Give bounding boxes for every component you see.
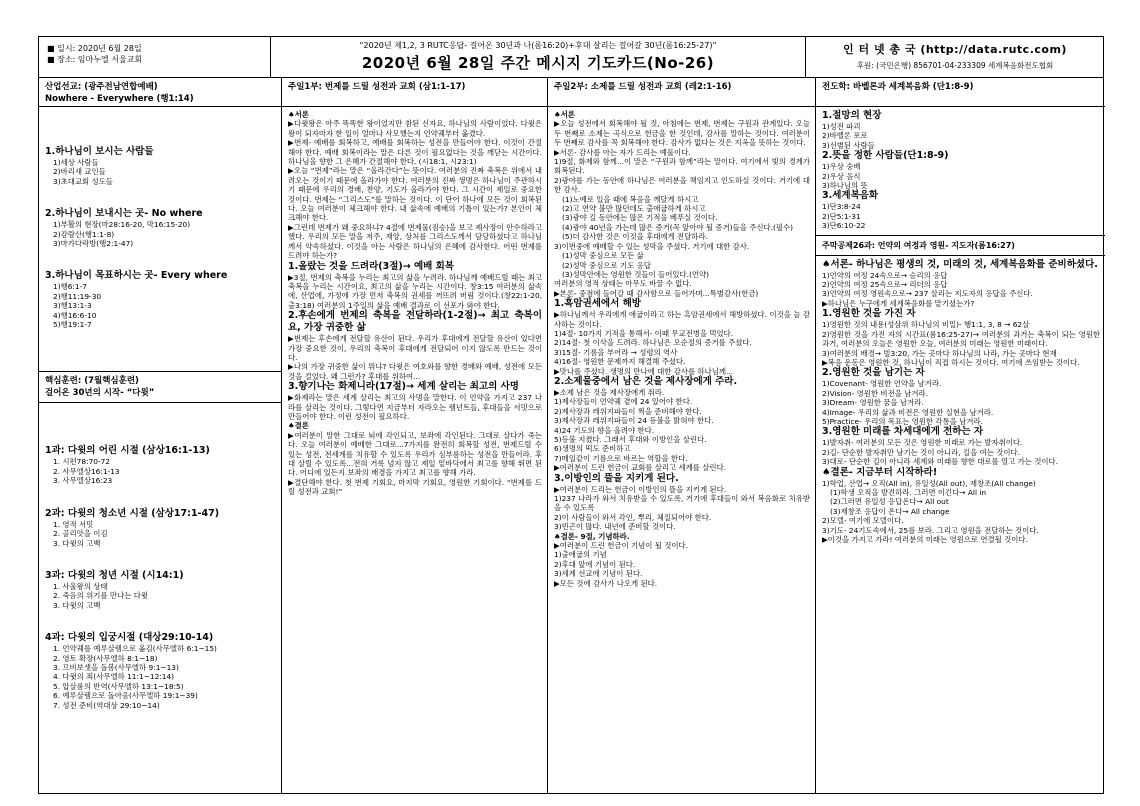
column-4-body (816, 107, 1105, 544)
body-line: 3)Dream- 영원한 꿈을 남겨라. (822, 398, 924, 408)
body-line: 2)이 사람들이 와서 각인, 뿌리, 체질되어야 한다. (554, 512, 712, 522)
list-item: 4)행16:6-10 (53, 310, 97, 320)
body-line: 4)24 기도의 향을 올려야 한다. (554, 425, 655, 435)
site-url[interactable]: 인 터 넷 총 국 (http://data.rutc.com) (843, 43, 1067, 56)
body-line: (1)노예로 있을 때에 복음을 깨달게 하시고 (562, 194, 699, 204)
body-line: 6)생명의 떡도 준비하고 (554, 444, 631, 454)
page-title: 2020년 6월 28일 주간 메시지 기도카드(No-26) (361, 54, 715, 72)
body-line: ▶여러분이 드리는 헌금이 이방인의 뜰을 지키게 된다. (554, 484, 727, 494)
column-1-title: 산업선교: (광주전남연합예배) (45, 82, 158, 92)
list-item: 6. 예루살렘으로 돌아옴(사무엘하 19:1~39) (53, 691, 198, 701)
column-3-header: 주일2부: 소제를 드릴 성전과 교회 (레2:1-16) (548, 77, 815, 107)
list-item: 3. 다윗의 고백 (53, 538, 101, 548)
body-line: (3)성막안에는 영원한 것들이 들어있다.(언약) (562, 269, 710, 279)
body-line: (5)더 감사한 것은 이것을 후대에게 전달하라. (562, 232, 708, 242)
list-item: 1. 언약궤를 예루살렘으로 옮김(사무엘하 6:1~15) (53, 644, 217, 654)
lesson-list (45, 457, 276, 485)
body-line: ▶번제- 예배를 회복하고, 예배를 회복하는 성전을 만들어야 한다. 이것이 간절해야 한다. 예배 회복이라는 말은 다른 것이 필요없다는 것을 깨닫는 시간이다. 하나님을 향한 그 은혜가 간절해야 한다. (시18:1, 시23:1) (288, 138, 542, 167)
column-2-header: 주일1부: 번제를 드릴 성전과 교회 (삼1:1-17) (282, 77, 547, 107)
body-line: 1)4절- 10가지 기적을 통해서- 이때 무교전병을 먹었다. (554, 328, 734, 338)
core-training-subtitle: 걸어온 30년의 시작- “다윗” (45, 388, 155, 399)
list-item: 2)바리새 교인들 (53, 167, 106, 177)
body-line: 1)출애굽의 기념 (554, 550, 607, 560)
column-1 (39, 77, 282, 793)
body-line: 7)메일같이 기름으로 바르는 역할을 한다. (554, 453, 688, 463)
body-line: ▶여러분이 말한 그대로 뇌에 각인되고, 보좌에 각인된다. 그대로 살다가 죽는다. 오늘 여러분이 예배한 그대로...7가지를 완전히 회복할 성전, 번제드릴 수 있는 성전, 전세계를 치유할 수 있도록 우리가 심부름하는 성전을 만들어라. 후대 살릴 수 있도록...전혀 거룩 넘지 않고 제일 밑바닥에서 최고를 향해 뛰면 된다. 어디에 있든지 보좌의 배경을 가지고 최고를 향해 가라. (288, 430, 542, 478)
sponsor-info: 후원: (국민은행) 856701-04-233309 세계복음화전도협회 (856, 61, 1054, 70)
body-line: 1)발자취- 여러분의 모든 것은 영원한 미래로 가는 발자취이다. (822, 438, 1023, 448)
body-line: ▶맛나를 주셨다. 생명의 만나에 대한 감사를 하나님께... (554, 366, 734, 376)
body-line: ▶오늘 성전에서 회복해야 될 것, 아침에는 번제, 번제는 구원과 관계있다. 오늘 두 번째로 소제는 곡식으로 헌금을 한 것인데, 감사를 말하는 것이다. 여러분이 두 번째로 감사를 꼭 회복해야 한다. 감사가 없다는 것은 지옥을 뜻하는 것이다. (554, 119, 810, 148)
lesson-list (45, 582, 276, 610)
body-line: 1)성전 파괴 (822, 122, 861, 131)
lesson-title: 1과: 다윗의 어린 시절 (삼상16:1-13) (45, 445, 210, 457)
body-line: 1)학업, 산업→ 오직(All in), 유일성(All out), 재창조(All change) (822, 478, 1036, 488)
section-heading: 1.영원한 것을 가진 자 (822, 308, 916, 320)
list-item: 1)부활의 현장(마28:16-20, 막16:15-20) (53, 220, 191, 230)
body-line: 4)Image- 우리의 삶과 비전은 영원한 실현을 남겨라. (822, 407, 994, 417)
column-4 (816, 77, 1105, 793)
body-line: 3)빈곤이 많다. 내년에 준비할 것이다. (554, 522, 676, 532)
column-2 (282, 77, 548, 793)
section-heading: 3.이방인의 뜰을 지키게 된다. (554, 472, 679, 484)
header-site-block (805, 37, 1105, 77)
list-item: 1)행6:1-7 (53, 282, 87, 292)
body-line: 2)단5:1-31 (822, 211, 861, 221)
body-line: ▶여러분이 드린 헌금이 교회를 살리고 세계를 살린다. (554, 463, 727, 473)
body-line: ▶나의 가장 귀중한 삶이 뭐냐? 다윗은 여호와를 향한 경배와 예배, 성전에 모든 것을 걸었다. 왜 그런가? 후대를 위하여... (288, 362, 542, 381)
body-line: 1)Covenant- 영원한 언약을 남겨라. (822, 379, 942, 389)
body-line: 3)이번중에 예배할 수 있는 성막을 주셨다. 거기에 대한 감사. (554, 241, 750, 251)
section-title: 3.하나님이 목표하시는 곳- Every where (45, 270, 228, 282)
body-line: 5)등불 지켰다. 그래서 후대와 이방인을 살린다. (554, 435, 707, 444)
list-item: 3)마가다락방(행2:1-47) (53, 239, 134, 249)
section-marker: ♠서론 (288, 110, 309, 119)
prayer-card (38, 36, 1104, 794)
list-item: 2)행11:19-30 (53, 291, 102, 301)
list-item: 1. 사울왕의 상태 (53, 581, 108, 591)
section-marker: ♠서론 (554, 110, 575, 119)
list-item: 3. 므비보셋을 돌봄(사무엘하 9:1~13) (53, 662, 179, 672)
section-heading: 2.영원한 것을 남기는 자 (822, 367, 925, 379)
body-line: 2)제사장과 레위지파들이 찍을 준비해야 한다. (554, 406, 702, 416)
column-1-body (39, 107, 281, 710)
section-heading: ♠서론- 하나님은 평생의 것, 미래의 것, 세계복음화를 준비하셨다. (822, 258, 1098, 270)
body-line: 2)14절- 첫 이삭을 드려라. 하나님은 오순절의 증거를 주셨다. (554, 338, 752, 348)
list-item: 3. 다윗의 고백 (53, 600, 101, 610)
body-line: 3)세계 선교에 기념이 된다. (554, 569, 643, 579)
body-line: ▶모든 것에 감사가 나오게 된다. (554, 578, 658, 588)
body-line: ▶3절, 번제의 축복을 누리는 최고의 삶을 누려라. 하나님께 예배드릴 때는 최고 축복을 누리는 시간이요, 최고의 삶을 누리는 시간이다. 창3:15 여러분의 삶속에, 산업에, 가정에 가장 먼저 축복의 권세를 꺼뜨려 버림 것이다.(창22:1-20, 출3:18) 여러분의 1주일의 삶을 예배 결과로 이 선포가 와야 한다. (288, 272, 542, 310)
section-heading: 1.절망의 현장 (822, 110, 882, 121)
body-line: ▶이것을 가지고 가라! 여러분의 미래는 영원으로 연결될 것이다. (822, 535, 1028, 544)
body-line: 1)언약의 여정 24속으로→ 승리의 응답 (822, 270, 948, 280)
lesson-list (45, 520, 276, 548)
list-item: 3)초대교회 성도들 (53, 176, 113, 186)
body-line: 4)16절- 영원한 문제까지 해결해 주셨다. (554, 357, 686, 367)
section-heading: 2.후손에게 번제의 축복을 전달하라(1-2절)→ 최고 축복이요, 가장 귀중한 삶 (288, 310, 542, 334)
section-title: 2.하나님이 보내시는 곳- No where (45, 208, 203, 220)
body-line: 2)바벨론 포로 (822, 131, 868, 141)
list-item: 2. 영토 확장(사무엘하 8:1~18) (53, 653, 158, 663)
body-line: (2)고 연약 불만 많던데도 출애굽하게 하시고 (562, 204, 706, 214)
section-marker: ♠결론 (288, 421, 309, 431)
list-item: 5. 압살롬의 반역(사무엘하 13:1~18:5) (53, 681, 184, 691)
body-line: 3)언약의 여정 영원속으로→ 237 살리는 지도자의 응답을 주신다. (822, 289, 1033, 299)
section-heading: ♠결론- 지금부터 시작하라! (822, 466, 938, 478)
section-heading: 2.뜻을 정한 사람들(단1:8-9) (822, 150, 949, 162)
body-line: 2)언약의 여정 25속으로→ 리더의 응답 (822, 280, 948, 290)
list-item: 2)감람산(행1:1-8) (53, 229, 115, 239)
section-heading: 1.올랐는 것을 드려라(3절)→ 예배 회복 (288, 260, 455, 272)
body-line: 3)제사장과 레위지파들이 24 등불을 밝혀야 한다. (554, 416, 714, 426)
body-line: ▶서론- 감사를 아는 자가 드리는 예물이다. (554, 147, 691, 157)
body-line: 1)제사장들이 언약궤 곁에 24 있어야 한다. (554, 397, 693, 407)
body-line: 1)단3:8-24 (822, 202, 861, 212)
header-subtitle: “2020년 제1,2, 3 RUTC응답- 걸어온 30년과 나(롬16:20)+후대 살리는 걸어갈 30년(롬16:25-27)” (359, 41, 717, 50)
body-line: 여러분의 영적 상태는 아무도 바꿀 수 없다. (554, 279, 692, 289)
body-line: 3)단6:10-22 (822, 221, 866, 231)
list-item: 1. 시편78:70-72 (53, 457, 111, 467)
body-line: ▶화제라는 말은 세계 살리는 최고의 사명을 말한다. 이 언약을 가지고 237 나라를 살리는 것이다. 그렇다면 지금부터 자라오는 렘넌트들, 후대들을 서밋으로 만들어야 한다. 이런 성전이 필요하다. (288, 393, 542, 421)
body-line: (1)학생 오직을 발견하라. 그러면 이긴다→ All in (830, 487, 987, 497)
header (39, 37, 1103, 78)
column-3 (548, 77, 816, 793)
body-line: 2)우상 음식 (822, 171, 861, 181)
section-list (45, 220, 276, 248)
body-line: ▶하나님은 누구에게 세계복음화를 맡기셨는가? (822, 298, 975, 308)
section-list (45, 158, 276, 186)
core-training-title: 핵심훈련: (7월핵심훈련) (45, 376, 139, 387)
body-line: ▶하나님께서 우리에게 애굽이라고 하는 흑암권세에서 해방하셨다. 이것을 늘 감사하는 것이다. (554, 310, 810, 329)
body-line: 5)Practice- 우리의 목표는 영원한 각통을 남겨라. (822, 416, 983, 426)
column-4-box: 주막공제26과: 언약의 여정과 영원- 지도자(롬16:27) (816, 235, 1105, 256)
lesson-title: 4과: 다윗의 입궁시절 (대상29:10-14) (45, 632, 214, 644)
column-4-header: 전도학: 바벨론과 세계복음화 (단1:8-9) (816, 77, 1105, 107)
list-item: 4. 다윗의 죄(사무엘하 11:1~12:14) (53, 672, 175, 682)
body-line: 2)광야를 가는 동안에 하나님은 여러분을 책임지고 인도하실 것이다. 거기에 대한 감사. (554, 175, 810, 195)
body-line: 2)길- 단순한 발자취만 남기는 것이 아니라, 길을 여는 것이다. (822, 447, 1020, 457)
body-line: (2)성막 중심으로 기도 응답 (562, 260, 651, 270)
section-heading: 2.소제물중에서 남은 것을 제사장에게 주라. (554, 375, 738, 387)
body-line: (4)광야 40년을 가는데 많은 증거(꼭 앞아야 될 증거)들을 주신다.(필수) (562, 222, 794, 232)
body-line: 1)237 나라가 와서 치유받을 수 있도록, 거기에 후대들이 와서 복음화로 치유받을 수 있도록 (554, 494, 810, 513)
body-line: ▶본론- 중점에 들어갈 때 감사함으로 들어가며...특별감사(헌금) (554, 288, 759, 298)
body-line: ▶복음 운동은 영원한 것, 하나님이 직접 하시는 것이다. 여기에 쓰임받는 것이다. (822, 357, 1080, 367)
header-title-block (271, 37, 806, 77)
section-heading: 3.영원한 미래를 차세대에게 전하는 자 (822, 426, 984, 438)
body-line: (3)재창조 응답이 온다→ All change (830, 506, 950, 516)
body-line: ▶여러분이 드린 헌금이 기념이 될 것이다. (554, 541, 689, 551)
body-line: 1)우상 숭배 (822, 162, 861, 172)
place-line: ■ 장소: 임마누엘 서울교회 (47, 55, 143, 64)
list-item: 1)세상 사람들 (53, 158, 99, 167)
body-line: 3)여러분의 배경→ 빌3:20, 가는 곳마다 하나님의 나라, 가는 곳마다 현재 (822, 348, 1057, 358)
body-line: ▶결단해야 한다. 첫 번제 기회요, 마지막 기회요, 영원한 기회이다. “번제를 드릴 성전과 교회!” (288, 477, 542, 497)
body-line: 3)15절- 기름을 부어라 → 성령의 역사 (554, 347, 678, 357)
body-line: 2)영원한 것을 가진 자의 시간표(롬16:25-27)→ 여러분의 과거는 축복이 되는 영원한 과거, 여러분의 오늘은 영원한 오늘, 여러분의 미래는 영원한 미래이다. (822, 329, 1100, 349)
section-heading: 1.흑암권세에서 해방 (554, 298, 641, 310)
body-line: (2)그러면 유일성 응답온다→ All out (830, 497, 949, 507)
body-line: (3)광야 길 동안에는 많은 기적을 베푸실 것이다. (562, 213, 718, 223)
lesson-title: 2과: 다윗의 청소년 시절 (삼상17:1-47) (45, 507, 220, 519)
list-item: 2. 죽음의 위기를 만나는 다윗 (53, 591, 148, 601)
lesson-list (45, 644, 276, 710)
list-item: 3. 사무엘상16:23 (53, 476, 113, 486)
list-item: 3)행13:1-3 (53, 301, 92, 311)
body-line: 1)영원한 것의 내용(성삼위 하나님의 비밀)- 행1:1, 3, 8 → 62살 (822, 320, 1030, 330)
body-line: (1)성막 중심으로 모든 삶 (562, 251, 644, 261)
date-line: ■ 일시: 2020년 6월 28일 (47, 44, 142, 53)
header-info (39, 37, 271, 77)
evangelism-section (822, 110, 1100, 231)
core-lesson-section (822, 259, 1100, 545)
lesson-title: 3과: 다윗의 청년 시절 (시14:1) (45, 569, 184, 581)
section-marker: ♠결론- 9절, 기념하라. (554, 531, 630, 541)
body-line: 2)후대 앞에 기념이 된다. (554, 559, 636, 569)
column-1-header (39, 77, 281, 107)
body-line: 2)모델- 여기에 모델이다. (822, 516, 904, 526)
list-item: 5)행19:1-7 (53, 320, 92, 330)
body-line: ▶그런데 번제가 왜 중요하냐? 4절에 번제물(짐승)을 보고 제사장이 안수하라고 했다. 우리의 모든 말을 저주, 재앙, 상처를 그리스도께서 담당하셨다고 하나님께서 약속하셨다. 이것을 아는 사람은 하나님의 은혜에 감사한다. 어떤 번제를 드려야 하는가? (288, 222, 542, 261)
body-line: 3)하나님의 뜻 (822, 181, 868, 191)
list-item: 2. 골리앗을 이김 (53, 529, 108, 539)
body-line: ▶번제는 후손에게 전달할 유산이 된다. 우리가 후대에게 전달할 유산이 있다면 가장 중요한 것이, 우리의 축복이 후대에게 전달되어 이지 않도록 만드는 것이다. (288, 334, 542, 362)
core-training-box (39, 371, 281, 403)
body-line: 3)대로- 단순한 길이 아니라 세계와 미래를 향한 대로를 열고 가는 것이다. (822, 457, 1058, 467)
body-line: ▶오늘 “번제”라는 말은 “올라간다”는 뜻이다. 여러분의 진짜 축복은 위에서 내려오는 것이기 때문에 올라가야 한다. 여러분의 진짜 생명은 하나님이 주관하시기 때문에 우리의 경배, 찬양, 기도가 올라가야 한다. 그 시간이 제일로 중요한 것이다. 번제는 “그리스도”를 말하는 것이다. 이 단어 하나에 모든 것이 회복된다. 오늘 여러분이 체크해야 한다. 내 삶속에 예배의 기틀이 있는가? 본인이 체크해야 한다. (288, 166, 542, 223)
section-title: 1.하나님이 보시는 사람들 (45, 146, 154, 157)
section-list (45, 282, 276, 329)
list-item: 2. 사무엘상16:1-13 (53, 466, 120, 476)
section-heading: 3.향기나는 화제니라(17절)→ 세계 살리는 최고의 사명 (288, 381, 519, 393)
list-item: 7. 성전 준비(역대상 29:10~14) (53, 700, 160, 710)
column-3-body (548, 107, 815, 588)
body-line: ▶다윗왕은 아주 똑똑한 왕이었지만 참된 신자요, 하나님의 사람이었다. 다윗은 왕이 되자마자 한 일이 얼마나 사모했는지 언약궤부터 옮겼다. (288, 119, 542, 138)
body-line: ▶소제 남은 것을 제사장에게 줘라. (554, 387, 665, 397)
column-2-body (282, 107, 547, 497)
column-1-subtitle: Nowhere - Everywhere (행1:14) (45, 94, 194, 104)
body-line: 2)Vision- 영원한 비전을 남겨라. (822, 388, 928, 398)
list-item: 1. 영적 서밋 (53, 519, 94, 529)
body-line: 3)선별된 사람들 (822, 140, 875, 150)
body-line: 1)9절, 화제와 함께...이 말은 “구원과 함께”라는 말이다. 여기에서 빛의 경계가 회복된다. (554, 157, 810, 176)
body-line: 3)기도- 24기도속에서, 25를 보라. 그리고 영원을 전달하는 것이다. (822, 525, 1039, 535)
section-heading: 3.세계복음화 (822, 190, 879, 202)
